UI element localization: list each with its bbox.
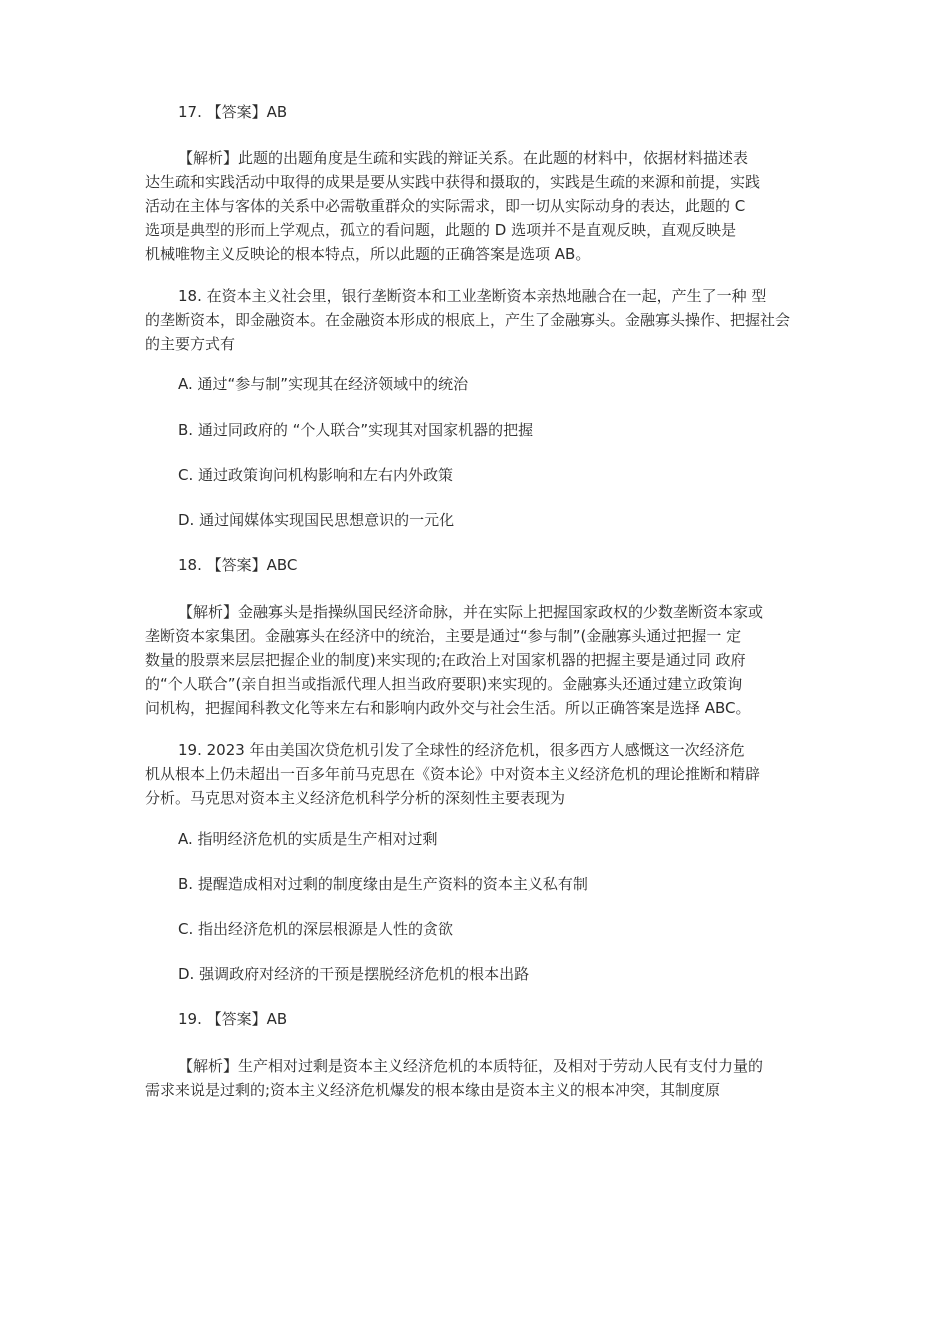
q18-analysis-line: 的“个人联合”(亲自担当或指派代理人担当政府要职)来实现的。金融寡头还通过建立政策询 <box>145 675 743 693</box>
q18-question-line: 18. 在资本主义社会里，银行垄断资本和工业垄断资本亲热地融合在一起，产生了一种 型 <box>178 287 767 305</box>
q19-option-b: B. 提醒造成相对过剩的制度缘由是生产资料的资本主义私有制 <box>178 875 588 893</box>
q18-question-line: 的主要方式有 <box>145 335 236 353</box>
q18-option-b: B. 通过同政府的 “个人联合”实现其对国家机器的把握 <box>178 421 534 439</box>
q19-question-line: 机从根本上仍未超出一百多年前马克思在《资本论》中对资本主义经济危机的理论推断和精辟 <box>145 765 761 783</box>
q17-answer: 17. 【答案】AB <box>178 103 288 121</box>
q18-question-line: 的垄断资本，即金融资本。在金融资本形成的根底上，产生了金融寡头。金融寡头操作、把握社会 <box>145 311 791 329</box>
q19-option-a: A. 指明经济危机的实质是生产相对过剩 <box>178 830 438 848</box>
q17-analysis-line: 活动在主体与客体的关系中必需敬重群众的实际需求，即一切从实际动身的表达，此题的 C <box>145 197 746 215</box>
q18-analysis-line: 问机构，把握闻科教文化等来左右和影响内政外交与社会生活。所以正确答案是选择 ABC。 <box>145 699 751 717</box>
q19-analysis-line: 【解析】生产相对过剩是资本主义经济危机的本质特征，及相对于劳动人民有支付力量的 <box>178 1057 764 1075</box>
q17-analysis-line: 达生疏和实践活动中取得的成果是要从实践中获得和摄取的，实践是生疏的来源和前提，实践 <box>145 173 761 191</box>
q19-answer: 19. 【答案】AB <box>178 1010 288 1028</box>
q18-analysis-line: 【解析】金融寡头是指操纵国民经济命脉，并在实际上把握国家政权的少数垄断资本家或 <box>178 603 764 621</box>
q18-option-a: A. 通过“参与制”实现其在经济领域中的统治 <box>178 375 469 393</box>
q18-analysis-line: 数量的股票来层层把握企业的制度)来实现的;在政治上对国家机器的把握主要是通过同 政府 <box>145 651 746 669</box>
q19-option-c: C. 指出经济危机的深层根源是人性的贪欲 <box>178 920 454 938</box>
q17-analysis-line: 【解析】此题的出题角度是生疏和实践的辩证关系。在此题的材料中，依据材料描述表 <box>178 149 749 167</box>
q18-answer: 18. 【答案】ABC <box>178 556 298 574</box>
q19-question-line: 19. 2023 年由美国次贷危机引发了全球性的经济危机，很多西方人感慨这一次经济危 <box>178 741 745 759</box>
q17-analysis-line: 选项是典型的形而上学观点，孤立的看问题，此题的 D 选项并不是直观反映，直观反映是 <box>145 221 737 239</box>
q19-option-d: D. 强调政府对经济的干预是摆脱经济危机的根本出路 <box>178 965 530 983</box>
q19-analysis-line: 需求来说是过剩的;资本主义经济危机爆发的根本缘由是资本主义的根本冲突，其制度原 <box>145 1081 721 1099</box>
q18-analysis-line: 垄断资本家集团。金融寡头在经济中的统治，主要是通过“参与制”(金融寡头通过把握一 定 <box>145 627 742 645</box>
q17-analysis-line: 机械唯物主义反映论的根本特点，所以此题的正确答案是选项 AB。 <box>145 245 591 263</box>
q18-option-d: D. 通过闻媒体实现国民思想意识的一元化 <box>178 511 455 529</box>
q18-option-c: C. 通过政策询问机构影响和左右内外政策 <box>178 466 454 484</box>
q19-question-line: 分析。马克思对资本主义经济危机科学分析的深刻性主要表现为 <box>145 789 566 807</box>
